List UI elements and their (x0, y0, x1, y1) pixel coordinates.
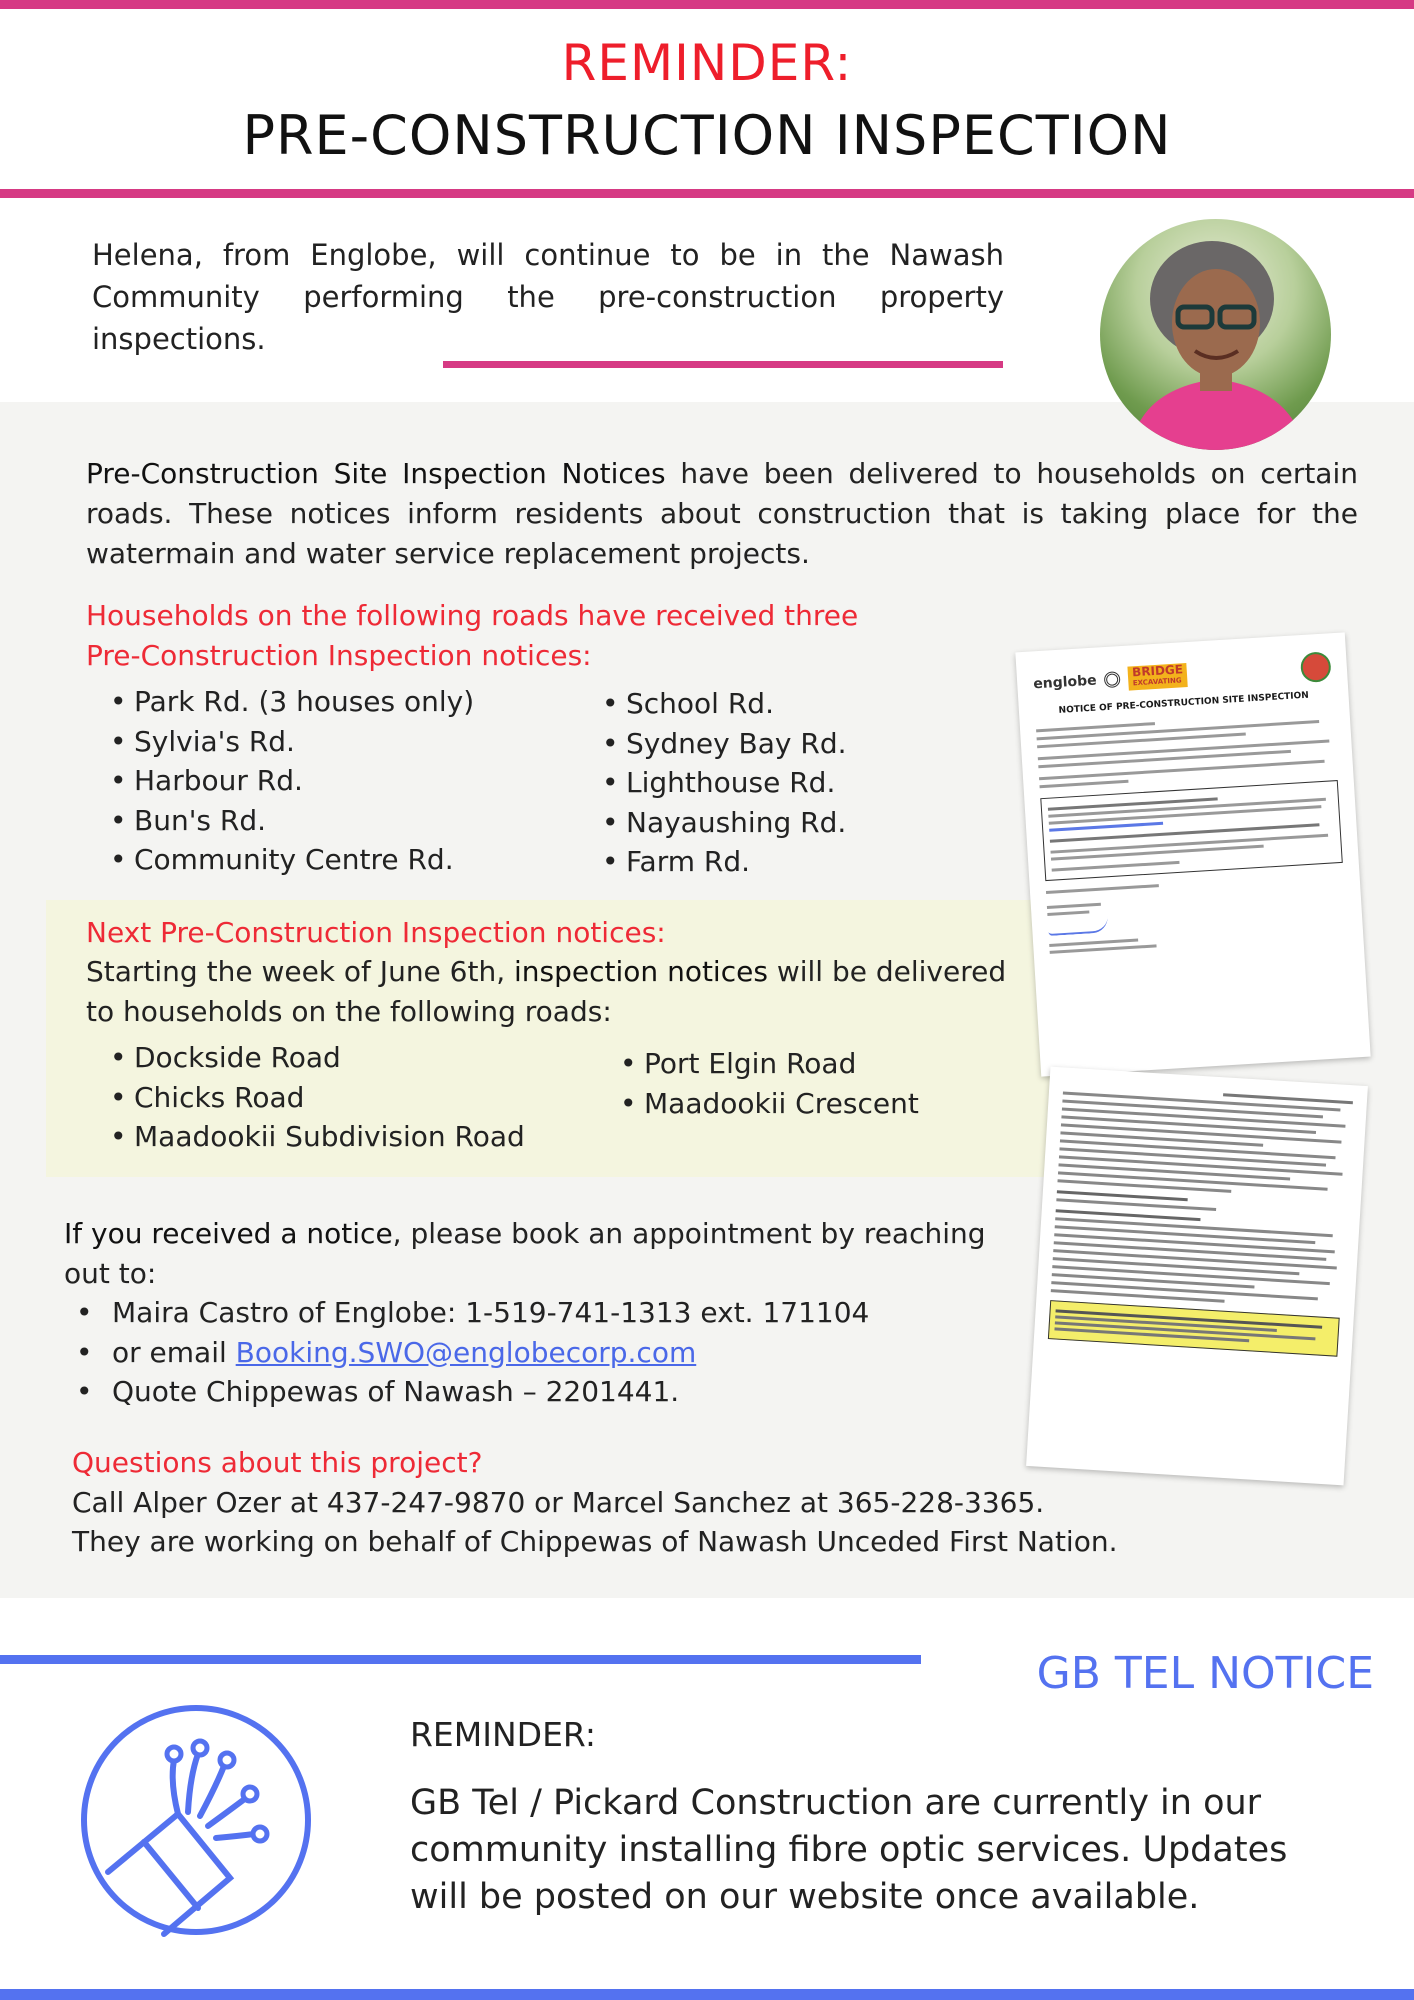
questions-heading: Questions about this project? (72, 1446, 483, 1479)
list-item: • Sydney Bay Rd. (602, 724, 1002, 764)
nawash-seal-icon (1300, 651, 1332, 683)
gbtel-text: GB Tel / Pickard Construction are currently in our community installing fibre optic services. Updates will be posted on our website once available. (410, 1783, 1288, 1917)
next-heading: Next Pre-Construction Inspection notices: (86, 916, 666, 949)
top-accent-bar (0, 0, 1414, 9)
fibre-cable-icon (78, 1702, 314, 1938)
received-heading-line-1: Households on the following roads have received three (86, 599, 859, 632)
list-item (76, 1333, 1036, 1373)
notice-title: NOTICE OF PRE-CONSTRUCTION SITE INSPECTION (1058, 690, 1310, 716)
received-heading (86, 596, 986, 676)
received-heading-line-2: Pre-Construction Inspection notices: (86, 639, 592, 672)
gbtel-title: GB TEL NOTICE (1036, 1648, 1374, 1699)
notice-document-image-back (1026, 1067, 1368, 1486)
notice-signoff-lines (1046, 873, 1347, 954)
next-text-2: will be delivered (767, 955, 1007, 988)
intro-underline (443, 361, 1003, 368)
list-item: • Lighthouse Rd. (602, 763, 1002, 803)
inspector-photo (1100, 219, 1331, 450)
notice-appointment-box (1040, 780, 1343, 881)
page-title: PRE-CONSTRUCTION INSPECTION (242, 104, 1172, 167)
notices-bold-label: Pre-Construction Site Inspection Notices (86, 457, 666, 490)
list-item: • Park Rd. (3 houses only) (110, 682, 590, 722)
list-item: • Sylvia's Rd. (110, 722, 590, 762)
bridge-excavating-logo: BRIDGE EXCAVATING (1128, 663, 1188, 691)
booking-email-link[interactable]: Booking.SWO@englobecorp.com (235, 1335, 697, 1369)
gbtel-top-bar (0, 1655, 921, 1664)
next-text-3: to households on the following roads: (86, 995, 612, 1028)
person-portrait-icon (1100, 219, 1331, 450)
list-item: • Community Centre Rd. (110, 840, 590, 880)
booking-list (76, 1293, 1036, 1412)
booking-bold: If you received a notice (64, 1217, 393, 1250)
header-divider (0, 189, 1414, 198)
list-item: • Maadookii Subdivision Road (110, 1117, 610, 1157)
booking-phone: Maira Castro of Englobe: 1-519-741-1313 ext. 171104 (112, 1296, 870, 1329)
bottom-accent-bar (0, 1989, 1414, 2000)
received-roads-col1 (110, 682, 590, 880)
list-item: • Maadookii Crescent (620, 1084, 1020, 1124)
next-text (86, 952, 1026, 1032)
list-item: • Bun's Rd. (110, 801, 590, 841)
next-text-bold: inspection notices (514, 955, 768, 988)
questions-line-2: They are working on behalf of Chippewas of Nawash Unceded First Nation. (72, 1525, 1118, 1558)
englobe-logo: englobe (1032, 672, 1098, 693)
reminder-heading: REMINDER: (561, 34, 853, 92)
next-roads-col1 (110, 1038, 610, 1157)
questions-line-1: Call Alper Ozer at 437-247-9870 or Marcel Sanchez at 365-228-3365. (72, 1486, 1045, 1519)
next-text-1: Starting the week of June 6th, (86, 955, 515, 988)
notices-paragraph-text: have been delivered to households on certain roads. These notices inform residents about construction that is taking place for the watermain and water service replacement projects. (86, 457, 1358, 570)
booking-text (64, 1214, 1024, 1294)
booking-quote: Quote Chippewas of Nawash – 2201441. (112, 1375, 680, 1408)
list-item: • School Rd. (602, 684, 1002, 724)
next-roads-col2 (620, 1044, 1020, 1123)
booking-rest: , please book an appointment by reaching (392, 1217, 986, 1250)
englobe-logo-icon (1104, 671, 1121, 688)
list-item (76, 1372, 1036, 1412)
list-item: • Chicks Road (110, 1078, 610, 1118)
received-roads-col2 (602, 684, 1002, 882)
intro-text: Helena, from Englobe, will continue to be in the Nawash Community performing the pre-construction property inspections. (92, 238, 1004, 356)
booking-rest-2: out to: (64, 1257, 157, 1290)
list-item: • Port Elgin Road (620, 1044, 1020, 1084)
fibre-optic-icon (78, 1702, 314, 1938)
notices-paragraph (86, 454, 1358, 574)
gbtel-reminder: REMINDER: (410, 1715, 596, 1754)
notice-contact-highlight (1048, 1300, 1340, 1357)
list-item: • Farm Rd. (602, 842, 1002, 882)
notice-document-image-front (1015, 632, 1370, 1076)
list-item: • Dockside Road (110, 1038, 610, 1078)
list-item: • Nayaushing Rd. (602, 803, 1002, 843)
notice-body-text-lines (1036, 711, 1337, 788)
booking-email-prefix: or email (112, 1335, 236, 1369)
notice-faq-lines (1051, 1083, 1353, 1309)
list-item: • Harbour Rd. (110, 761, 590, 801)
list-item (76, 1293, 1036, 1333)
